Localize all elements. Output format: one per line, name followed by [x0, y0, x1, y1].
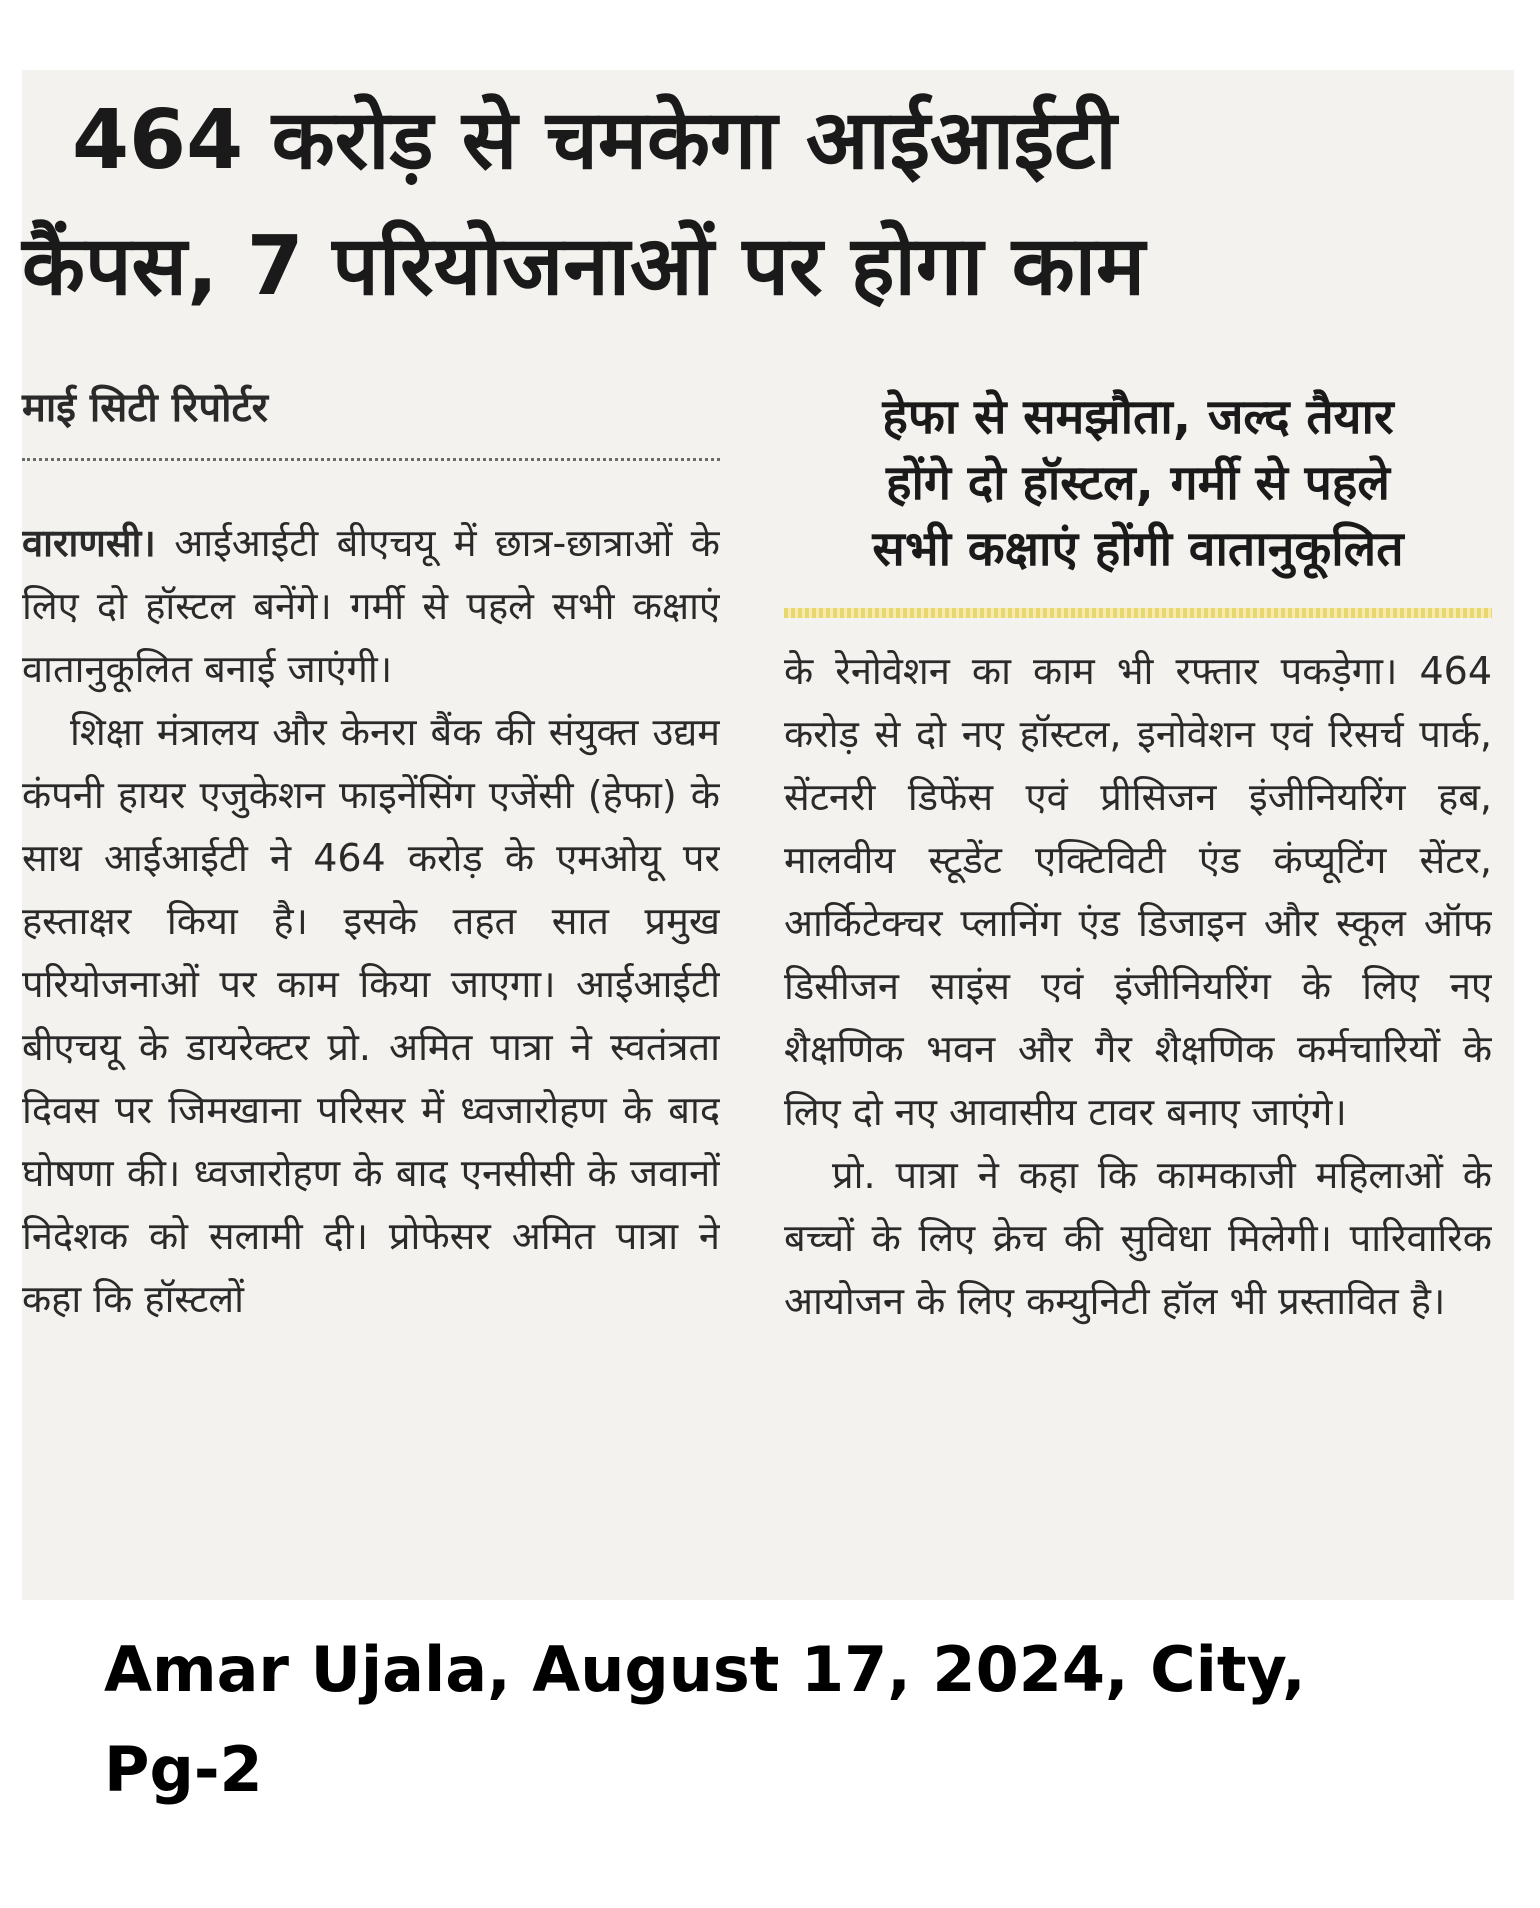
headline-line-1: 464 करोड़ से चमकेगा आईआईटी: [72, 93, 1117, 188]
source-caption-line-1: Amar Ujala, August 17, 2024, City,: [104, 1633, 1306, 1706]
subheading: [784, 384, 1492, 582]
source-caption: [104, 1620, 1404, 1820]
subheading-divider: [784, 608, 1492, 618]
left-paragraph-2: शिक्षा मंत्रालय और केनरा बैंक की संयुक्त उद्यम कंपनी हायर एजुकेशन फाइनेंसिंग एजेंसी (हेफा) के साथ आईआईटी ने 464 करोड़ के एमओयू पर हस्ताक्षर किया है। इसके तहत सात प्रमुख परियोजनाओं पर काम किया जाएगा। आईआईटी बीएचयू के डायरेक्टर प्रो. अमित पात्रा ने स्वतंत्रता दिवस पर जिमखाना परिसर में ध्वजारोहण के बाद घोषणा की। ध्वजारोहण के बाद एनसीसी के जवानों निदेशक को सलामी दी। प्रोफेसर अमित पात्रा ने कहा कि हॉस्टलों: [22, 710, 720, 1321]
subheading-line-1: हेफा से समझौता, जल्द तैयार: [882, 389, 1394, 445]
byline: माई सिटी रिपोर्टर: [22, 385, 269, 431]
dateline: वाराणसी।: [22, 521, 156, 565]
left-paragraph-1-text: आईआईटी बीएचयू में छात्र-छात्राओं के लिए दो हॉस्टल बनेंगे। गर्मी से पहले सभी कक्षाएं वातानुकूलित बनाई जाएंगी।: [22, 521, 720, 691]
left-column: [22, 512, 720, 1582]
subheading-line-2: होंगे दो हॉस्टल, गर्मी से पहले: [886, 455, 1390, 511]
source-caption-line-2: Pg-2: [104, 1733, 263, 1806]
right-paragraph-2: प्रो. पात्रा ने कहा कि कामकाजी महिलाओं के बच्चों के लिए क्रेच की सुविधा मिलेगी। पारिवारिक आयोजन के लिए कम्युनिटी हॉल भी प्रस्तावित है।: [784, 1153, 1492, 1323]
byline-divider: [22, 458, 720, 461]
right-paragraph-1: के रेनोवेशन का काम भी रफ्तार पकड़ेगा। 464 करोड़ से दो नए हॉस्टल, इनोवेशन एवं रिसर्च पार्क, सेंटनरी डिफेंस एवं प्रीसिजन इंजीनियरिंग हब, मालवीय स्टूडेंट एक्टिविटी एंड कंप्यूटिंग सेंटर, आर्किटेक्चर प्लानिंग एंड डिजाइन और स्कूल ऑफ डिसीजन साइंस एवं इंजीनियरिंग के लिए नए शैक्षणिक भवन और गैर शैक्षणिक कर्मचारियों के लिए दो नए आवासीय टावर बनाए जाएंगे।: [784, 649, 1492, 1134]
headline-line-2: कैंपस, 7 परियोजनाओं पर होगा काम: [22, 219, 1146, 314]
left-paragraph-1: [22, 512, 720, 701]
right-column: [784, 640, 1492, 1582]
subheading-line-3: सभी कक्षाएं होंगी वातानुकूलित: [872, 521, 1404, 577]
